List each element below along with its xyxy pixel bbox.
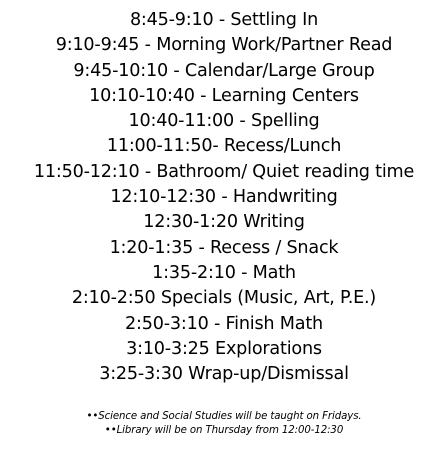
footnote-library: ••Library will be on Thursday from 12:00-12:30 <box>104 425 344 436</box>
schedule-item: 10:10-10:40 - Learning Centers <box>89 85 359 106</box>
schedule-item: 10:40-11:00 - Spelling <box>128 111 320 132</box>
schedule-item: 1:20-1:35 - Recess / Snack <box>109 237 339 258</box>
schedule-item: 2:50-3:10 - Finish Math <box>125 313 323 334</box>
schedule-item: 11:00-11:50- Recess/Lunch <box>106 136 342 157</box>
footnotes <box>0 410 448 438</box>
schedule-item: 9:10-9:45 - Morning Work/Partner Read <box>55 35 393 56</box>
schedule-item: 3:25-3:30 Wrap-up/Dismissal <box>99 364 349 385</box>
schedule-item: 8:45-9:10 - Settling In <box>129 10 319 30</box>
schedule-item: 9:45-10:10 - Calendar/Large Group <box>73 60 375 81</box>
footnote-science: ••Science and Social Studies will be taught on Fridays. <box>86 411 362 422</box>
schedule-item: 2:10-2:50 Specials (Music, Art, P.E.) <box>71 288 377 309</box>
schedule-item: 11:50-12:10 - Bathroom/ Quiet reading time <box>33 161 415 182</box>
schedule-item: 12:30-1:20 Writing <box>143 212 305 233</box>
schedule-item: 1:35-2:10 - Math <box>152 262 296 283</box>
schedule-item: 12:10-12:30 - Handwriting <box>110 187 338 208</box>
schedule-list <box>0 8 448 387</box>
schedule-item: 3:10-3:25 Explorations <box>126 338 322 359</box>
